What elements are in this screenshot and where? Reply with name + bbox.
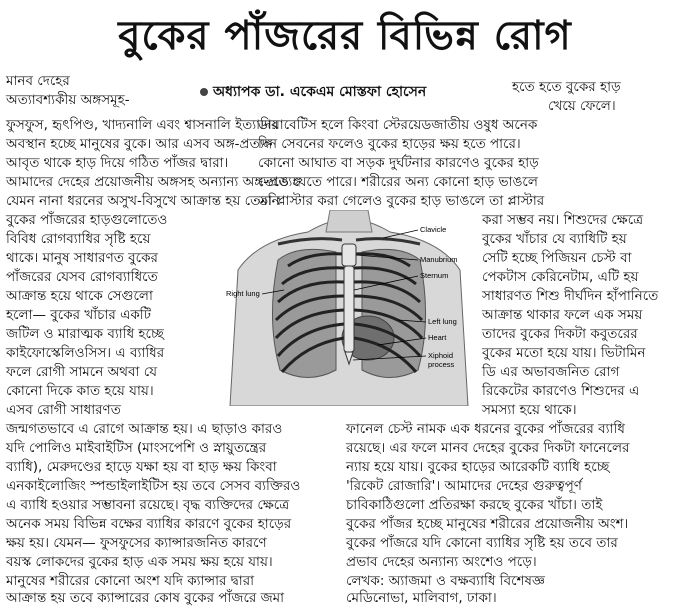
text-line: ব্যাধি), মেরুদণ্ডের হাড়ে যক্ষা হয় বা হাড় ক্ষয় কিংবা [6,459,277,475]
text-line: বয়স্ক লোকদের বুকের হাড় এক সময় ক্ষয় হয়ে যায়। [6,554,273,570]
text-line: মানব দেহের [6,73,70,89]
text-line: বুকের পাঁজর হচ্ছে মানুষের শরীরের প্রয়োজনীয় অংশ। [346,516,629,532]
text-line: 'রিকেট রোজারি'। আমাদের দেহের গুরুত্বপূর্ণ [346,478,582,494]
text-line: আমাদের দেহের প্রয়োজনীয় অঙ্গসহ অন্যান্য অঙ্গ-প্রত্যঙ্গ [6,174,302,190]
label-heart: Heart [428,333,447,342]
label-left-lung: Left lung [428,317,457,326]
text-line: ফলে রোগী সামনে অথবা যে [6,364,157,380]
label-sternum: Sternum [420,271,449,280]
label-clavicle: Clavicle [420,225,447,234]
text-line: এ ব্যাধি হওয়ার সম্ভাবনা রয়েছে। বৃদ্ধ ব্যক্তিদের ক্ষেত্রে [6,497,290,513]
text-line: ফুসফুস, হৃৎপিণ্ড, খাদ্যনালি এবং শ্বাসনালি ইত্যাদির [6,117,279,133]
text-line: অবস্থান হচ্ছে মানুষের বুকে। আর এসব অঙ্গ-প্রত্যঙ্গ [6,136,273,152]
label-xiphoid: Xiphoid [428,351,454,360]
neck-shape [326,210,372,232]
text-line: যদি পোলিও মাইবাইটিস (মাংসপেশি ও স্নায়ুতন্ত্রের [6,440,267,456]
text-line: অনেক সময় বিভিন্ন বক্ষের ব্যাধির কারণে বুকের হাড়ের [6,516,292,532]
text-line: তা প্লাস্টার করা গেলেও বুকের হাড় ভাঙলে তা প্লাস্টার [258,193,545,209]
text-line: ক্ষয় হয়। যেমন— ফুসফুসের ক্যান্সারজনিত কারণে [6,535,267,551]
text-line: কোনো দিকে কাত হয়ে যায়। [6,383,154,399]
text-line: রিকেটের কারণেও শিশুদের এ [482,383,640,399]
text-line: জন্মগতভাবে এ রোগে আক্রান্ত হয়। এ ছাড়াও কারও [6,421,283,437]
text-line: প্রভাব দেহের অন্যান্য অংশেও পড়ে। [346,554,537,570]
text-line: মেডিনোভা, মালিবাগ, ঢাকা। [346,590,497,606]
label-manubrium: Manubrium [420,255,458,264]
text-line: হলো— বুকের খাঁচার একটি [6,307,152,323]
text-line: বুকের পাঁজরে যদি কোনো ব্যাধির সৃষ্টি হয় তবে তার [346,535,618,551]
text-line: হতে হতে বুকের হাড় [512,79,621,95]
byline-text: অধ্যাপক ডা. একেএম মোস্তফা হোসেন [213,84,427,100]
headline: বুকের পাঁজরের বিভিন্ন রোগ [118,12,572,59]
text-line: করা সম্ভব নয়। শিশুদের ক্ষেত্রে [482,212,644,228]
text-line: বিবিধ রোগব্যাধির সৃষ্টি হয়ে [6,231,151,247]
text-line: লেখক: অ্যাজমা ও বক্ষব্যাধি বিশেষজ্ঞ [346,573,545,589]
text-line: চাবিকাঠিগুলো প্রতিরক্ষা করছে বুকের খাঁচা। তাই [346,497,603,513]
text-line: খেয়ে ফেলে। [548,98,616,114]
text-line: রয়েছে। এর ফলে মানব দেহের বুকের দিকটা ফানেলের [346,440,630,456]
manubrium-shape [342,244,356,266]
label-process: process [428,360,455,369]
text-line: ন্যায় হয়ে যায়। বুকের হাড়ের আরেকটি ব্যাধি হচ্ছে [346,459,610,475]
text-line: সেটি হচ্ছে পিজিয়ন চেস্ট বা [482,250,632,266]
label-right-lung: Right lung [226,289,260,298]
text-line: ডি এর অভাবজনিত রোগ [482,364,620,380]
text-line: আবৃত থাকে হাড় দিয়ে গঠিত পাঁজর দ্বারা। [6,155,229,171]
text-line: যেমন নানা ধরনের অসুখ-বিসুখে আক্রান্ত হয় তেমনি [6,193,280,209]
text-line: কাইফোস্কেলিওসিস। এ ব্যাধির [6,345,165,361]
bullet-icon [200,88,208,96]
sternum-shape [344,266,354,352]
text-line: সমস্যা হয়ে থাকে। [482,402,577,418]
byline [200,80,426,104]
text-line: বুকের মতো হয়ে যায়। ভিটামিন [482,345,646,361]
text-line: বুকের পাঁজরের হাড়গুলোতেও [6,212,168,228]
text-line: ভেঙে যেতে পারে। শরীরের অন্য কোনো হাড় ভাঙলে [258,174,538,190]
text-line: পাঁজরের যেসব রোগব্যাধিতে [6,269,158,285]
text-line: ডায়াবেটিস হলে কিংবা স্টেরয়েডজাতীয় ওষুধ অনেক [258,117,538,133]
text-line: ফানেল চেস্ট নামক এক ধরনের বুকের পাঁজরের ব্যাধি [346,421,625,437]
ribcage-illustration [218,210,480,406]
text-line: আক্রান্ত হয়ে থাকে সেগুলো [6,288,153,304]
text-line: থাকে। মানুষ সাধারণত বুকের [6,250,158,266]
text-line: জটিল ও মারাত্মক ব্যাধি হচ্ছে [6,326,164,342]
text-line: তাদের বুকের দিকটা কবুতরের [482,326,638,342]
text-line: বুকের খাঁচার যে ব্যাধিটি হয় [482,231,627,247]
text-line: আক্রান্ত থাকার ফলে এক সময় [482,307,643,323]
ribcage-figure [218,210,480,406]
text-line: পেকটাস কেরিনেটাম, এটি হয় [482,269,639,285]
text-line: এসব রোগী সাধারণত [6,402,121,418]
text-line: আক্রান্ত হয় তবে ক্যান্সারের কোষ বুকের পাঁজরে জমা [6,590,285,606]
text-line: দিন সেবনের ফলেও বুকের হাড়ের ক্ষয় হতে পারে। [258,136,521,152]
text-line: অত্যাবশ্যকীয় অঙ্গসমূহ- [6,92,130,108]
text-line: কোনো আঘাত বা সড়ক দুর্ঘটনার কারণেও বুকের হাড় [258,155,539,171]
text-line: সাধারণত শিশু দীর্ঘদিন হাঁপানিতে [482,288,659,304]
text-line: মানুষের শরীরের কোনো অংশ যদি ক্যান্সার দ্বারা [6,573,255,589]
text-line: এনকাইলোজিং স্পন্ডাইলাইটিস হয় তবে সেসব ব্যক্তিরও [6,478,301,494]
